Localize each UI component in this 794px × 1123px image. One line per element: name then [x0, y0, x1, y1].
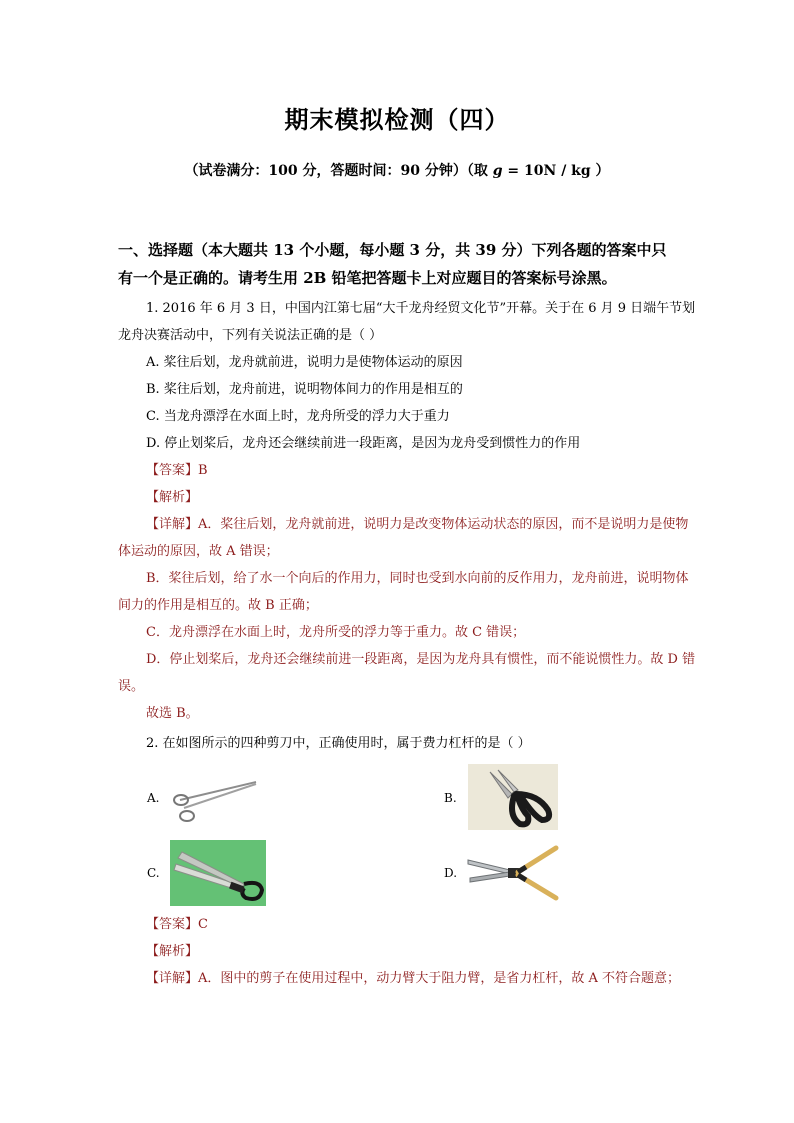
q1-option-a: A. 桨往后划，龙舟就前进，说明力是使物体运动的原因 — [146, 355, 463, 370]
q1-conclusion: 故选 B。 — [146, 706, 199, 721]
q2-stem: 2. 在如图所示的四种剪刀中，正确使用时，属于费力杠杆的是（ ） — [146, 736, 531, 751]
subtitle-g: g — [492, 163, 503, 179]
q1-answer: 【答案】B — [146, 463, 208, 478]
q2-detail-a: 【详解】A．图中的剪子在使用过程中，动力臂大于阻力臂，是省力杠杆，故 A 不符合题意； — [146, 971, 681, 986]
scissors-d-image — [466, 844, 560, 904]
scissors-c-image — [170, 840, 266, 906]
q1-analysis: 【解析】 — [146, 490, 199, 505]
subtitle-prefix: （试卷满分：100 分，答题时间：90 分钟）（取 — [184, 163, 493, 179]
q2-answer: 【答案】C — [146, 917, 208, 932]
page-title: 期末模拟检测（四） — [284, 105, 510, 134]
q2-label-a: A. — [147, 791, 160, 805]
section-heading: 一、选择题（本大题共 13 个小题，每小题 3 分，共 39 分）下列各题的答案中只有一个是正确的。请考生用 2B 铅笔把答题卡上对应题目的答案标号涂黑。 — [118, 241, 667, 287]
q1-option-d: D. 停止划桨后，龙舟还会继续前进一段距离，是因为龙舟受到惯性力的作用 — [146, 436, 581, 451]
page-subtitle — [0, 160, 794, 180]
scissors-a-image — [170, 770, 260, 826]
q1-detail-c: C．龙舟漂浮在水面上时，龙舟所受的浮力等于重力。故 C 错误； — [146, 625, 526, 640]
q2-label-c: C. — [147, 866, 160, 880]
scissors-b-image — [468, 764, 558, 830]
q1-detail-b: B．桨往后划，给了水一个向后的作用力，同时也受到水向前的反作用力，龙舟前进，说明物体间力的作用是相互的。故 B 正确； — [118, 571, 689, 613]
q2-label-d: D. — [444, 866, 458, 880]
q2-label-b: B. — [444, 791, 457, 805]
q1-stem: 1. 2016 年 6 月 3 日，中国内江第七届“大千龙舟经贸文化节”开幕。关于在 6 月 9 日端午节划龙舟决赛活动中，下列有关说法正确的是（ ） — [118, 301, 696, 343]
q1-detail-d: D．停止划桨后，龙舟还会继续前进一段距离，是因为龙舟具有惯性，而不能说惯性力。故 D 错误。 — [118, 652, 696, 694]
q2-analysis: 【解析】 — [146, 944, 199, 959]
q1-option-c: C. 当龙舟漂浮在水面上时，龙舟所受的浮力大于重力 — [146, 409, 450, 424]
subtitle-suffix: = 10N / kg ） — [502, 163, 610, 179]
q1-option-b: B. 桨往后划，龙舟前进，说明物体间力的作用是相互的 — [146, 382, 463, 397]
q1-detail-a: 【详解】A．桨往后划，龙舟就前进，说明力是改变物体运动状态的原因，而不是说明力是使物体运动的原因，故 A 错误； — [118, 517, 689, 559]
